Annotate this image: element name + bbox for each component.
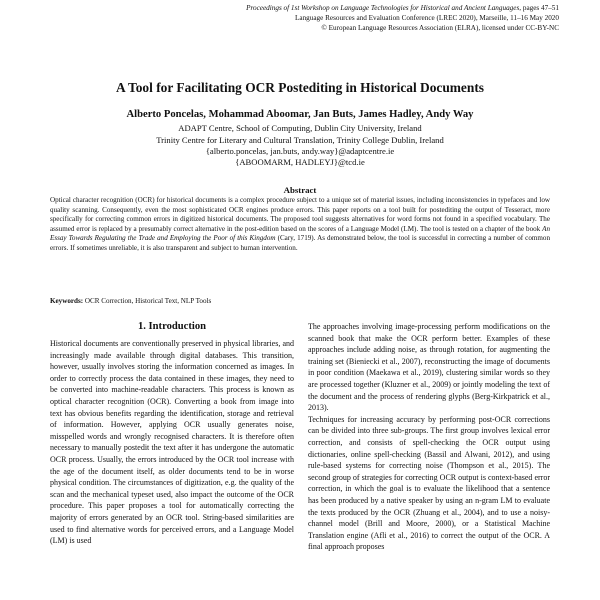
license-line: © European Language Resources Association (ELRA), licensed under CC-BY-NC	[321, 24, 559, 32]
author-list: Alberto Poncelas, Mohammad Aboomar, Jan Buts, James Hadley, Andy Way	[126, 109, 474, 120]
proceedings-title: Proceedings of 1st Workshop on Language Technologies for Historical and Ancient Languages	[246, 4, 520, 12]
intro-paragraph: Historical documents are conventionally preserved in physical libraries, and increasingly made available through digital databases. This transition, however, usually involves storing the information concerned as images. In order to correctly process the data contained in these images, they need to be converted into machine-readable characters. This process is known as optical character recognition (OCR). Converting a book from image into text has obvious benefits regarding the identification, storage and retrieval of information. However, applying OCR usually generates noise, misspelled words and wrongly recognised characters. It is therefore often necessary to manually postedit the text after it has undergone the automatic OCR process. Usually, the errors introduced by the OCR tool increase with the age of the document itself, as older documents tend to be in worse physical condition. The circumstances of digitization, e.g. the quality of the scan and the mechanical typeset used, also impact the outcome of the OCR procedure. This paper proposes a tool for automatically correcting the majority of errors generated by an OCR tool. String-based similarities are used to find alternative words for perceived errors, and a Language Model (LM) is used	[50, 339, 294, 546]
keywords-label: Keywords:	[50, 297, 84, 305]
section-heading-introduction: 1. Introduction	[137, 321, 207, 332]
email-tcd: {ABOOMARM, HADLEYJ}@tcd.ie	[235, 157, 365, 167]
abstract-heading: Abstract	[283, 185, 317, 195]
affiliation-adapt: ADAPT Centre, School of Computing, Dublin City University, Ireland	[178, 123, 422, 133]
proceedings-header	[246, 4, 559, 13]
conference-line: Language Resources and Evaluation Conference (LREC 2020), Marseille, 11–16 May 2020	[295, 14, 559, 22]
abstract-text-end: (Cary, 1719). As demonstrated below, the tool is successful in correcting a number of common errors. If sometimes unreliable, it is also transparent and subject to human intervention.	[50, 234, 550, 252]
paper-title: A Tool for Facilitating OCR Postediting in Historical Documents	[116, 80, 484, 95]
proceedings-pages: , pages 47–51	[519, 4, 559, 12]
related-work-paragraph-2: Techniques for increasing accuracy by performing post-OCR corrections can be divided into three sub-groups. The first group involves lexical error correction, and consists of spell-checking the OCR output using dictionaries, online spell-checking (Bassil and Alwani, 2012), and using rule-based systems for correcting noise (Thompson et al., 2015). The second group of strategies for correcting OCR output is context-based error correction, in which the goal is to evaluate the likelihood that a sentence has been produced by a native speaker by using an n-gram LM to evaluate the texts produced by the OCR (Zhuang et al., 2004), and to use a noisy-channel model (Brill and Moore, 2000), or a Statistical Machine Translation engine (Afli et al., 2016) to correct the output of the OCR. A final approach proposes	[308, 414, 550, 552]
right-column	[308, 321, 550, 553]
related-work-paragraph-1: The approaches involving image-processing perform modifications on the scanned book that make the OCR perform better. Examples of these approaches include adding noise, as through rotation, for augmenting the training set (Bieniecki et al., 2007), reconstructing the image of documents in poor condition (Maekawa et al., 2019), clustering similar words so they are processed together (Kluzner et al., 2009) or jointly modeling the text of the document and the process of rendering glyphs (Berg-Kirkpatrick et al., 2013).	[308, 322, 550, 413]
abstract-book-title: An Essay Towards Regulating the Trade and Employing the Poor of this Kingdom	[50, 224, 550, 243]
keywords-text: OCR Correction, Historical Text, NLP Tools	[83, 297, 212, 305]
abstract-text-start: Optical character recognition (OCR) for historical documents is a complex procedure subject to a unique set of material issues, including inconsistencies in typefaces and low quality scanning. Consequently, even the most sophisticated OCR engines produce errors. This paper reports on a tool built for postediting the output of Tesseract, more specifically for correcting common errors in digitized historical documents. The proposed tool suggests alternatives for word forms not found in a specified vocabulary. The assumed error is replaced by a presumably correct alternative in the post-edition based on the scores of a Language Model (LM). The tool is tested on a chapter of the book	[50, 196, 550, 233]
abstract-body	[50, 196, 550, 254]
email-adapt: {alberto.poncelas, jan.buts, andy.way}@adaptcentre.ie	[205, 146, 395, 156]
affiliation-trinity: Trinity Centre for Literary and Cultural Translation, Trinity College Dublin, Ireland	[156, 135, 444, 145]
left-column	[50, 338, 294, 547]
keywords	[50, 297, 211, 305]
